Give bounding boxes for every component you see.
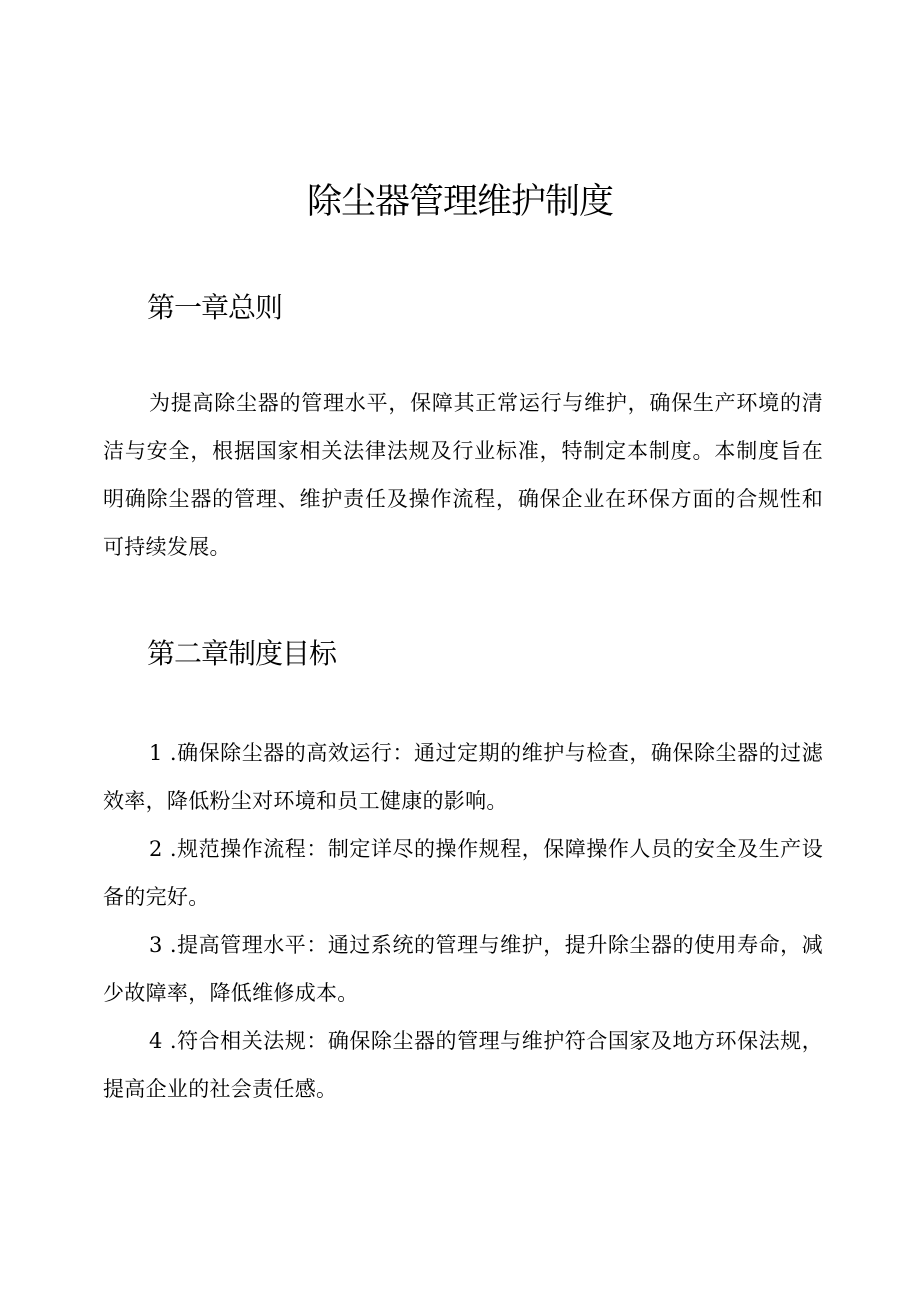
- document-title: 除尘器管理维护制度: [306, 182, 613, 222]
- goal-item-4: [103, 1017, 823, 1113]
- goal-item-1-number: 1 .: [149, 741, 177, 765]
- chapter-1-paragraph: 为提高除尘器的管理水平，保障其正常运行与维护，确保生产环境的清洁与安全，根据国家相关法律法规及行业标准，特制定本制度。本制度旨在明确除尘器的管理、维护责任及操作流程，确保企业在环保方面的合规性和可持续发展。: [103, 391, 823, 559]
- chapter-2-heading: 第二章制度目标: [147, 637, 337, 670]
- chapter-1-heading: 第一章总则: [147, 291, 283, 324]
- goal-item-2: [103, 825, 823, 921]
- goal-item-3: [103, 921, 823, 1017]
- goal-item-4-text: 符合相关法规：确保除尘器的管理与维护符合国家及地方环保法规，提高企业的社会责任感。: [103, 1029, 823, 1101]
- goal-item-1-text: 确保除尘器的高效运行：通过定期的维护与检查，确保除尘器的过滤效率，降低粉尘对环境和员工健康的影响。: [103, 741, 823, 813]
- goal-item-1: [103, 729, 823, 825]
- goal-item-2-number: 2 .: [149, 837, 177, 861]
- goal-item-3-number: 3 .: [149, 933, 177, 957]
- goal-item-3-text: 提高管理水平：通过系统的管理与维护，提升除尘器的使用寿命，减少故障率，降低维修成本。: [103, 933, 823, 1005]
- goal-item-4-number: 4 .: [149, 1029, 177, 1053]
- goal-item-2-text: 规范操作流程：制定详尽的操作规程，保障操作人员的安全及生产设备的完好。: [103, 837, 823, 909]
